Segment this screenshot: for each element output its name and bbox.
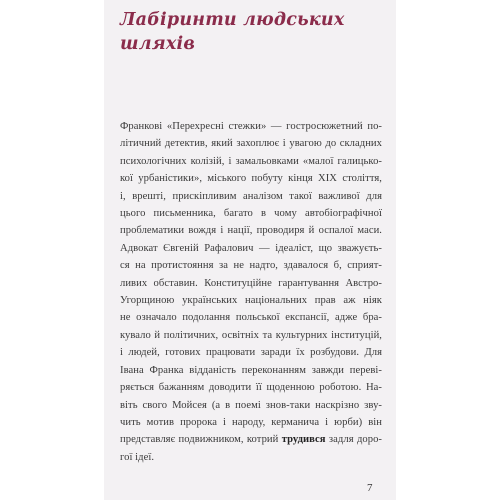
text-line: [120, 222, 382, 239]
chapter-title-line-2: шляхів: [120, 34, 196, 54]
text-line: [120, 257, 382, 274]
text-line-content: і, врешті, прискіпливим аналізом такої важливої для: [120, 190, 382, 202]
text-line: [120, 188, 382, 205]
text-line-content: Франкові «Перехресні стежки» — гостросюжетний по-: [120, 121, 382, 132]
text-line-content: кої урбаністики», міського побуту кінця XIX століття,: [120, 173, 382, 185]
text-line: [120, 118, 382, 135]
text-line: [120, 431, 382, 448]
text-line: [120, 170, 382, 187]
text-line-content: Угорщиною українських національних прав аж ніяк: [120, 295, 382, 307]
text-line-content: літичний детектив, який захоплює і увагою до складних: [120, 138, 382, 150]
body-paragraph: [120, 118, 382, 466]
emphasized-word: трудився: [281, 434, 326, 446]
text-line: [120, 292, 382, 309]
text-line: [120, 135, 382, 152]
text-line-continuation: задля доро-: [325, 434, 383, 446]
text-line: [120, 414, 382, 431]
text-line-content: ряється бажанням доводити її щоденною роботою. На-: [120, 382, 382, 394]
text-line-content: Івана Франка відданість переконанням завжди переві-: [120, 364, 382, 376]
text-line-content: гої ідеї.: [120, 451, 155, 463]
text-line: [120, 309, 382, 326]
text-line: [120, 205, 382, 222]
text-line: [120, 397, 382, 414]
text-line-content: кувало й політичних, освітніх та культурних інституцій,: [120, 329, 382, 341]
text-line: [120, 275, 382, 292]
text-line-content: цього письменника, багато в чому автобіографічної: [120, 208, 382, 220]
text-line-content: психологічних колізій, і замальовками «малої галицько-: [120, 155, 382, 167]
text-line: [120, 327, 382, 344]
text-line-content: ся на протистояння за не надто, здавалося б, сприят-: [120, 260, 382, 272]
text-line-content: Адвокат Євгеній Рафалович — ідеаліст, що зважуєть-: [120, 242, 382, 254]
chapter-title: [120, 8, 390, 56]
text-line: [120, 153, 382, 170]
text-line: [120, 449, 382, 466]
text-line-content: ливих обставин. Конституційне гарантування Австро-: [120, 277, 382, 289]
text-line-content: віть свого Мойсея (а в поемі знов-таки наскрізно зву-: [120, 399, 382, 411]
text-line-content: і людей, готових працювати заради їх розбудови. Для: [120, 347, 382, 359]
text-line: [120, 240, 382, 257]
text-line: [120, 379, 382, 396]
text-line-content: чить мотив пророка і народу, керманича і юрби) він: [120, 416, 382, 428]
text-line-content: не означало подолання польської експансії, адже бра-: [120, 312, 382, 324]
text-line-content: проблематики вождя і нації, проводиря й оспалої маси.: [120, 225, 382, 237]
text-line: [120, 362, 382, 379]
page-number: 7: [367, 482, 373, 494]
chapter-title-line-1: Лабіринти людських: [120, 10, 345, 30]
text-line: [120, 344, 382, 361]
text-line-content: представляє подвижником, котрий: [120, 434, 279, 446]
